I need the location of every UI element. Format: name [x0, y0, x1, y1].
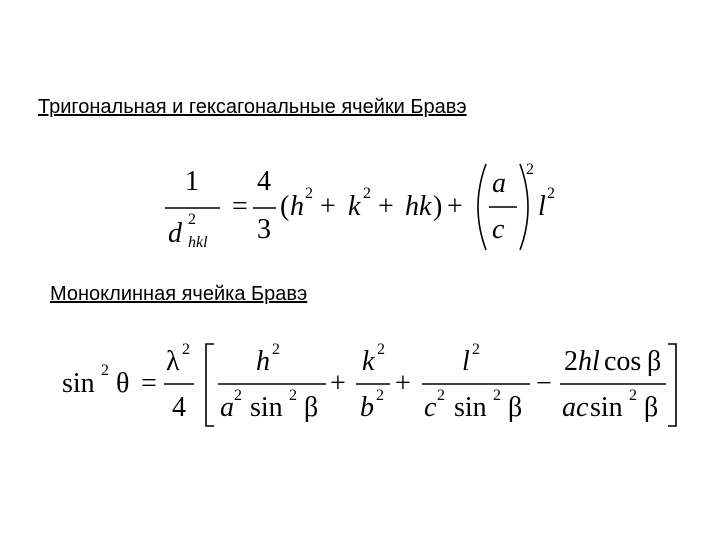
l-power: 2: [547, 185, 555, 202]
plus-sign-1: +: [320, 191, 336, 222]
t2-b-power: 2: [376, 387, 384, 404]
open-paren: (: [280, 191, 290, 222]
h-symbol: h: [290, 191, 304, 222]
lhs-numerator: 1: [185, 166, 199, 197]
t2-k-power: 2: [377, 341, 385, 358]
equals-sign: =: [232, 191, 248, 222]
sin-lhs-power: 2: [101, 362, 109, 379]
right-square-bracket: [668, 344, 676, 426]
t4-num-beta: β: [647, 346, 662, 377]
lhs-d: d: [168, 218, 182, 249]
sin-lhs: sin: [62, 368, 95, 399]
l-symbol: l: [538, 191, 546, 222]
t1-beta: β: [304, 392, 319, 423]
t3-beta: β: [508, 392, 523, 423]
equals-sign: =: [141, 368, 157, 399]
t1-sin-power: 2: [289, 387, 297, 404]
formula-hexagonal-dspacing: [0, 150, 720, 250]
t4-ac: ac: [562, 392, 589, 423]
k-symbol: k: [348, 191, 361, 222]
t3-l-power: 2: [472, 341, 480, 358]
h-power: 2: [305, 185, 313, 202]
close-paren: ): [433, 191, 443, 222]
t4-sin: sin: [590, 392, 623, 423]
ratio-c: c: [492, 214, 505, 245]
t4-den-beta: β: [644, 392, 659, 423]
t4-sin-power: 2: [629, 387, 637, 404]
t3-c-power: 2: [437, 387, 445, 404]
t2-k: k: [362, 346, 375, 377]
coef-denominator: 3: [257, 214, 271, 245]
t1-h: h: [256, 346, 270, 377]
lhs-d-subscript: hkl: [188, 234, 208, 250]
heading-trigonal-hexagonal: Тригональная и гексагональные ячейки Бравэ: [38, 96, 467, 118]
heading-monoclinic: Моноклинная ячейка Бравэ: [50, 283, 308, 305]
t1-h-power: 2: [272, 341, 280, 358]
plus-sign-2: +: [378, 191, 394, 222]
plus-sign-2: +: [395, 368, 411, 399]
lambda-power: 2: [182, 341, 190, 358]
ratio-power: 2: [526, 161, 534, 178]
plus-sign-3: +: [447, 191, 463, 222]
lambda-denominator: 4: [172, 392, 186, 423]
t3-sin: sin: [454, 392, 487, 423]
left-square-bracket: [206, 344, 214, 426]
minus-sign: −: [536, 368, 552, 399]
t4-coef: 2: [564, 346, 578, 377]
t1-sin: sin: [250, 392, 283, 423]
plus-sign-1: +: [330, 368, 346, 399]
lhs-d-power: 2: [188, 211, 196, 228]
t1-a-power: 2: [234, 387, 242, 404]
t1-a: a: [220, 392, 234, 423]
hk-symbol: hk: [405, 191, 432, 222]
left-big-paren: [478, 164, 486, 250]
k-power: 2: [363, 185, 371, 202]
lambda-symbol: λ: [166, 346, 180, 377]
t3-c: c: [424, 392, 437, 423]
ratio-a: a: [492, 168, 506, 199]
formula-monoclinic: [0, 330, 720, 440]
t4-cos: cos: [604, 346, 642, 377]
theta-symbol: θ: [116, 368, 130, 399]
coef-numerator: 4: [257, 166, 271, 197]
t3-sin-power: 2: [493, 387, 501, 404]
t3-l: l: [462, 346, 470, 377]
t2-b: b: [360, 392, 374, 423]
t4-hl: hl: [578, 346, 600, 377]
